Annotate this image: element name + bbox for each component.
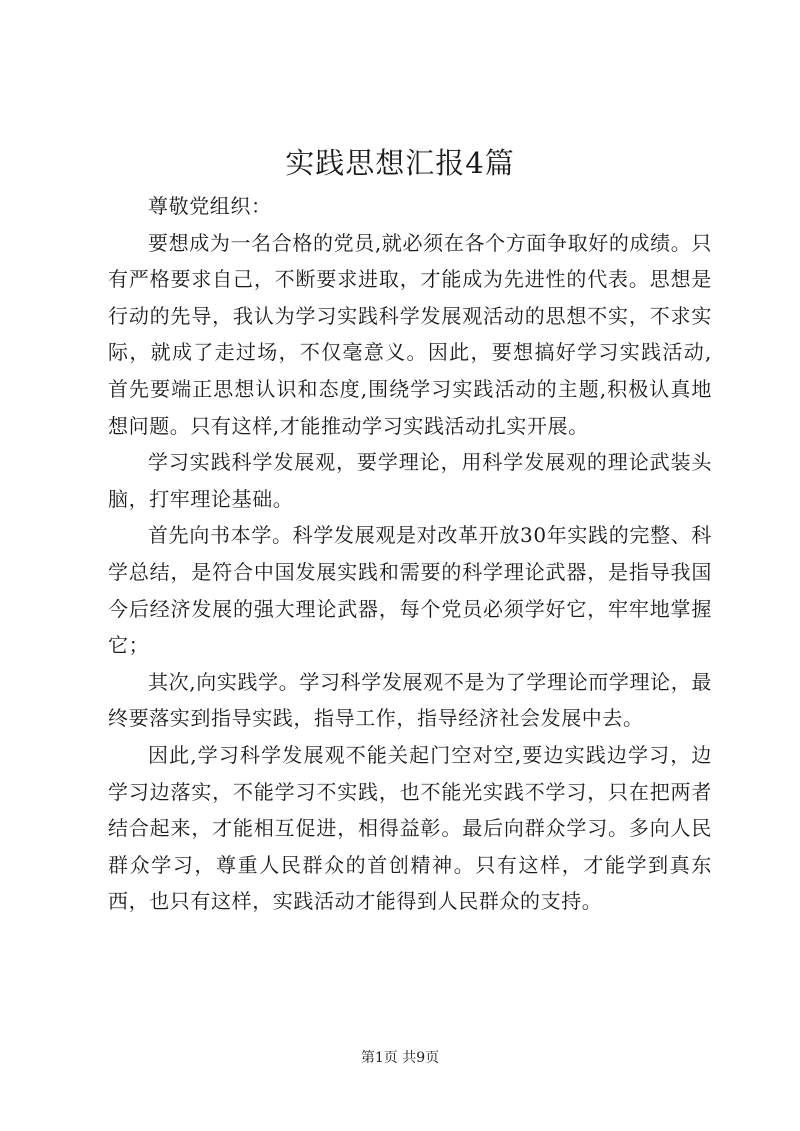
paragraph: 因此,学习科学发展观不能关起门空对空,要边实践边学习，边学习边落实，不能学习不实践，也不能光实践不学习，只在把两者结合起来，才能相互促进，相得益彰。最后向群众学习。多向人民群众学习，尊重人民群众的首创精神。只有这样，才能学到真东西，也只有这样，实践活动才能得到人民群众的支持。 [108,742,712,914]
document-title: 实践思想汇报4篇 [285,146,515,180]
salutation: 尊敬党组织： [148,194,272,218]
document-body [108,188,712,920]
paragraph: 要想成为一名合格的党员,就必须在各个方面争取好的成绩。只有严格要求自己，不断要求进取，才能成为先进性的代表。思想是行动的先导，我认为学习实践科学发展观活动的思想不实，不求实际，就成了走过场，不仅毫意义。因此，要想搞好学习实践活动,首先要端正思想认识和态度,围绕学习实践活动的主题,积极认真地想问题。只有这样,才能推动学习实践活动扎实开展。 [108,230,712,438]
paragraph: 学习实践科学发展观，要学理论，用科学发展观的理论武装头脑，打牢理论基础。 [108,450,712,511]
paragraph: 首先向书本学。科学发展观是对改革开放30年实践的完整、科学总结，是符合中国发展实践和需要的科学理论武器，是指导我国今后经济发展的强大理论武器，每个党员必须学好它，牢牢地掌握它； [108,523,712,658]
paragraph: 其次,向实践学。学习科学发展观不是为了学理论而学理论，最终要落实到指导实践，指导工作，指导经济社会发展中去。 [108,669,712,731]
page-footer: 第1页 共9页 [360,1050,440,1066]
